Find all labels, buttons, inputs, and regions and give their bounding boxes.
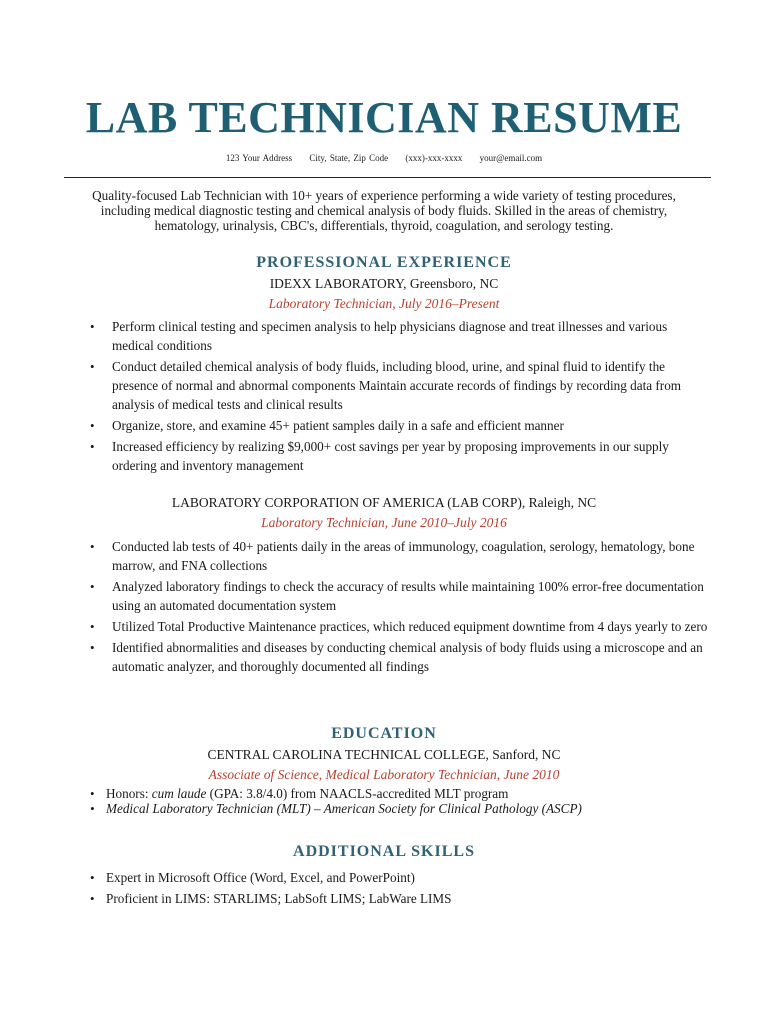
list-item: • Identified abnormalities and diseases by conducting chemical analysis of body fluids using a microscope and an automatic analyzer, and thoroughly documented all findings [112,638,712,676]
honors-detail: (GPA: 3.8/4.0) from NAACLS-accredited MLT program [206,786,509,801]
contact-email: your@email.com [479,153,543,163]
education-honors [106,786,706,801]
resume-title: LAB TECHNICIAN RESUME [85,93,683,142]
skills-heading: ADDITIONAL SKILLS [293,843,475,860]
job-1-role: Laboratory Technician, July 2016–Present [268,296,500,311]
education-bullets [106,786,706,816]
list-item: • Organize, store, and examine 45+ patient samples daily in a safe and efficient manner [112,416,712,435]
list-item: • Conducted lab tests of 40+ patients daily in the areas of immunology, coagulation, serology, hematology, bone marrow, and FNA collections [112,537,712,575]
education-certification: • Medical Laboratory Technician (MLT) – American Society for Clinical Pathology (ASCP) [106,801,706,816]
honors-prefix: Honors: [106,786,152,801]
contact-line [0,153,768,163]
header-divider [64,177,711,178]
list-item: • Conduct detailed chemical analysis of body fluids, including blood, urine, and spinal fluid to identify the presence of normal and abnormal components Maintain accurate records of findings by recording data from analysis of medical tests and clinical results [112,357,712,414]
job-1-bullets [112,317,712,477]
honors-latin: cum laude [151,786,207,801]
education-heading: EDUCATION [331,725,437,742]
experience-heading: PROFESSIONAL EXPERIENCE [256,254,512,271]
list-item: • Utilized Total Productive Maintenance practices, which reduced equipment downtime from 4 days yearly to zero [112,617,712,636]
list-item: • Increased efficiency by realizing $9,000+ cost savings per year by proposing improvements in our supply ordering and inventory management [112,437,712,475]
list-item: • Analyzed laboratory findings to check the accuracy of results while maintaining 100% error-free documentation using an automated documentation system [112,577,712,615]
education-degree: Associate of Science, Medical Laboratory Technician, June 2010 [208,767,560,782]
job-2-role: Laboratory Technician, June 2010–July 2016 [261,515,507,530]
job-2-bullets [112,537,712,678]
contact-address: 123 Your Address [225,153,293,163]
job-1-organization: IDEXX LABORATORY, Greensboro, NC [269,276,499,291]
job-2-organization: LABORATORY CORPORATION OF AMERICA (LAB CORP), Raleigh, NC [171,495,597,510]
summary-paragraph: Quality-focused Lab Technician with 10+ years of experience performing a wide variety of testing procedures, including medical diagnostic testing and chemical analysis of body fluids. Skilled in the areas of chemistry, hematology, urinalysis, CBC's, differentials, thyroid, coagulation, and serology testing. [92,188,676,233]
list-item: • Perform clinical testing and specimen analysis to help physicians diagnose and treat illnesses and various medical conditions [112,317,712,355]
education-organization: CENTRAL CAROLINA TECHNICAL COLLEGE, Sanford, NC [207,747,561,762]
contact-city: City, State, Zip Code [309,153,389,163]
skills-list [106,868,706,910]
contact-phone: (xxx)-xxx-xxxx [405,153,463,163]
list-item: • Expert in Microsoft Office (Word, Excel, and PowerPoint) [106,868,706,887]
list-item: • Proficient in LIMS: STARLIMS; LabSoft LIMS; LabWare LIMS [106,889,706,908]
